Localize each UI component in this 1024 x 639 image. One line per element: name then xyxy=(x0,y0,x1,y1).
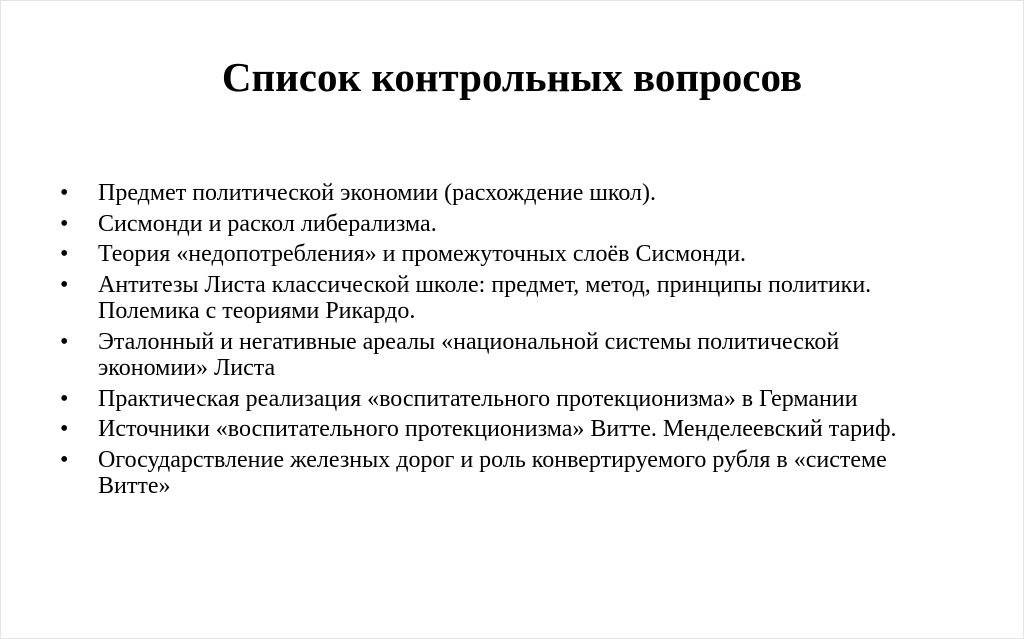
list-item xyxy=(60,416,940,443)
list-item xyxy=(60,447,940,500)
list-item-text: Сисмонди и раскол либерализма. xyxy=(98,210,437,237)
list-item-text: Предмет политической экономии (расхождение школ). xyxy=(98,180,656,206)
list-item-text: Огосударствление железных дорог и роль конвертируемого рубля в «системе Витте» xyxy=(98,446,887,499)
list-item-text: Антитезы Листа классической школе: предмет, метод, принципы политики. Полемика с теориями Рикардо. xyxy=(98,271,872,324)
list-item-text: Источники «воспитательного протекционизма» Витте. Менделеевский тариф. xyxy=(98,416,897,442)
list-item xyxy=(60,241,940,268)
bullet-icon: • xyxy=(60,446,69,473)
bullet-icon: • xyxy=(60,210,69,237)
bullet-icon: • xyxy=(60,271,69,298)
slide-title: Список контрольных вопросов xyxy=(221,54,803,100)
list-item-text: Эталонный и негативные ареалы «национальной системы политической экономии» Листа xyxy=(98,328,840,381)
list-item xyxy=(60,211,940,238)
bullet-icon: • xyxy=(60,385,69,412)
bullet-icon: • xyxy=(60,328,69,355)
list-item xyxy=(60,180,940,207)
list-item-text: Практическая реализация «воспитательного протекционизма» в Германии xyxy=(98,385,858,412)
list-item-text: Теория «недопотребления» и промежуточных слоёв Сисмонди. xyxy=(98,241,747,267)
list-item xyxy=(60,272,940,325)
bullet-icon: • xyxy=(60,180,69,206)
question-list xyxy=(60,180,940,504)
bullet-icon: • xyxy=(60,241,69,267)
list-item xyxy=(60,329,940,382)
bullet-icon: • xyxy=(60,416,69,442)
list-item xyxy=(60,386,940,413)
